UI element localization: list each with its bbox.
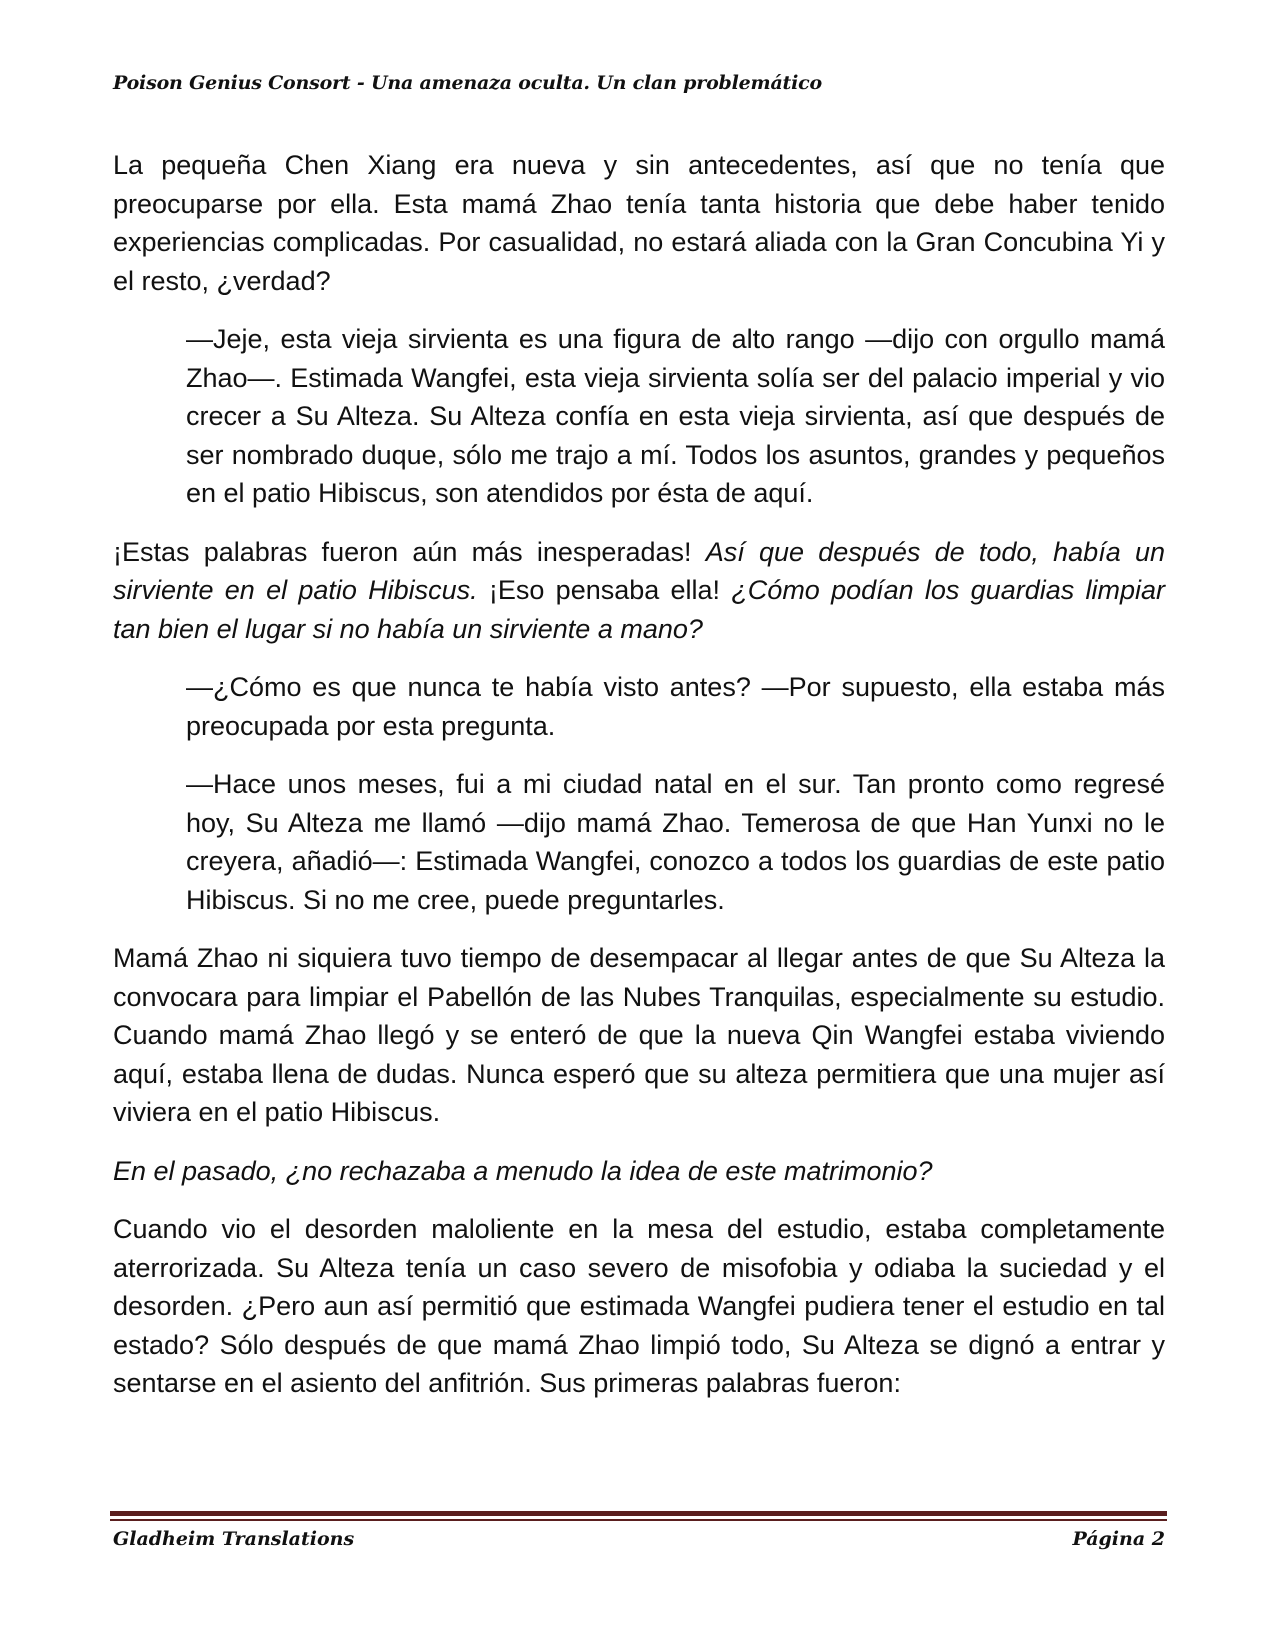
paragraph-text: ¡Estas palabras fueron aún más inesperadas! <box>113 536 706 567</box>
paragraph-italic-text: En el pasado, ¿no rechazaba a menudo la idea de este matrimonio? <box>113 1155 933 1186</box>
dialogue-paragraph: —Hace unos meses, fui a mi ciudad natal en el sur. Tan pronto como regresé hoy, Su Alteza me llamó —dijo mamá Zhao. Temerosa de que Han Yunxi no le creyera, añadió—: Estimada Wangfei, conozco a todos los guardias de este patio Hibiscus. Si no me cree, puede preguntarles. <box>186 769 1165 915</box>
paragraph: Mamá Zhao ni siquiera tuvo tiempo de desempacar al llegar antes de que Su Alteza la convocara para limpiar el Pabellón de las Nubes Tranquilas, especialmente su estudio. Cuando mamá Zhao llegó y se enteró de que la nueva Qin Wangfei estaba viviendo aquí, estaba llena de dudas. Nunca esperó que su alteza permitiera que una mujer así viviera en el patio Hibiscus. <box>113 943 1165 1127</box>
document-body <box>113 146 1165 1423</box>
paragraph: Cuando vio el desorden maloliente en la mesa del estudio, estaba completamente aterrorizada. Su Alteza tenía un caso severo de misofobia y odiaba la suciedad y el desorden. ¿Pero aun así permitió que estimada Wangfei pudiera tener el estudio en tal estado? Sólo después de que mamá Zhao limpió todo, Su Alteza se dignó a entrar y sentarse en el asiento del anfitrión. Sus primeras palabras fueron: <box>113 1214 1165 1398</box>
footer-publisher: Gladheim Translations <box>113 1528 355 1550</box>
dialogue-paragraph: —¿Cómo es que nunca te había visto antes? —Por supuesto, ella estaba más preocupada por esta pregunta. <box>186 672 1165 741</box>
paragraph-italic-text: Así que después de todo, había un sirviente en el patio Hibiscus. <box>113 536 1165 605</box>
paragraph: La pequeña Chen Xiang era nueva y sin antecedentes, así que no tenía que preocuparse por ella. Esta mamá Zhao tenía tanta historia que debe haber tenido experiencias complicadas. Por casualidad, no estará aliada con la Gran Concubina Yi y el resto, ¿verdad? <box>113 150 1165 296</box>
dialogue-paragraph: —Jeje, esta vieja sirvienta es una figura de alto rango —dijo con orgullo mamá Zhao—. Estimada Wangfei, esta vieja sirvienta solía ser del palacio imperial y vio crecer a Su Alteza. Su Alteza confía en esta vieja sirvienta, así que después de ser nombrado duque, sólo me trajo a mí. Todos los asuntos, grandes y pequeños en el patio Hibiscus, son atendidos por ésta de aquí. <box>186 324 1165 508</box>
footer-page-number: Página 2 <box>1072 1528 1165 1550</box>
paragraph-text: ¡Eso pensaba ella! <box>477 575 732 605</box>
footer-rule-thick <box>110 1511 1167 1516</box>
paragraph-italic-text: ¿Cómo podían los guardias limpiar tan bien el lugar si no había un sirviente a mano? <box>113 575 1165 644</box>
paragraph <box>113 533 1165 649</box>
italic-paragraph <box>113 1152 1165 1191</box>
footer-rule-thin <box>110 1519 1167 1521</box>
page-header-title: Poison Genius Consort - Una amenaza oculta. Un clan problemático <box>113 72 822 94</box>
